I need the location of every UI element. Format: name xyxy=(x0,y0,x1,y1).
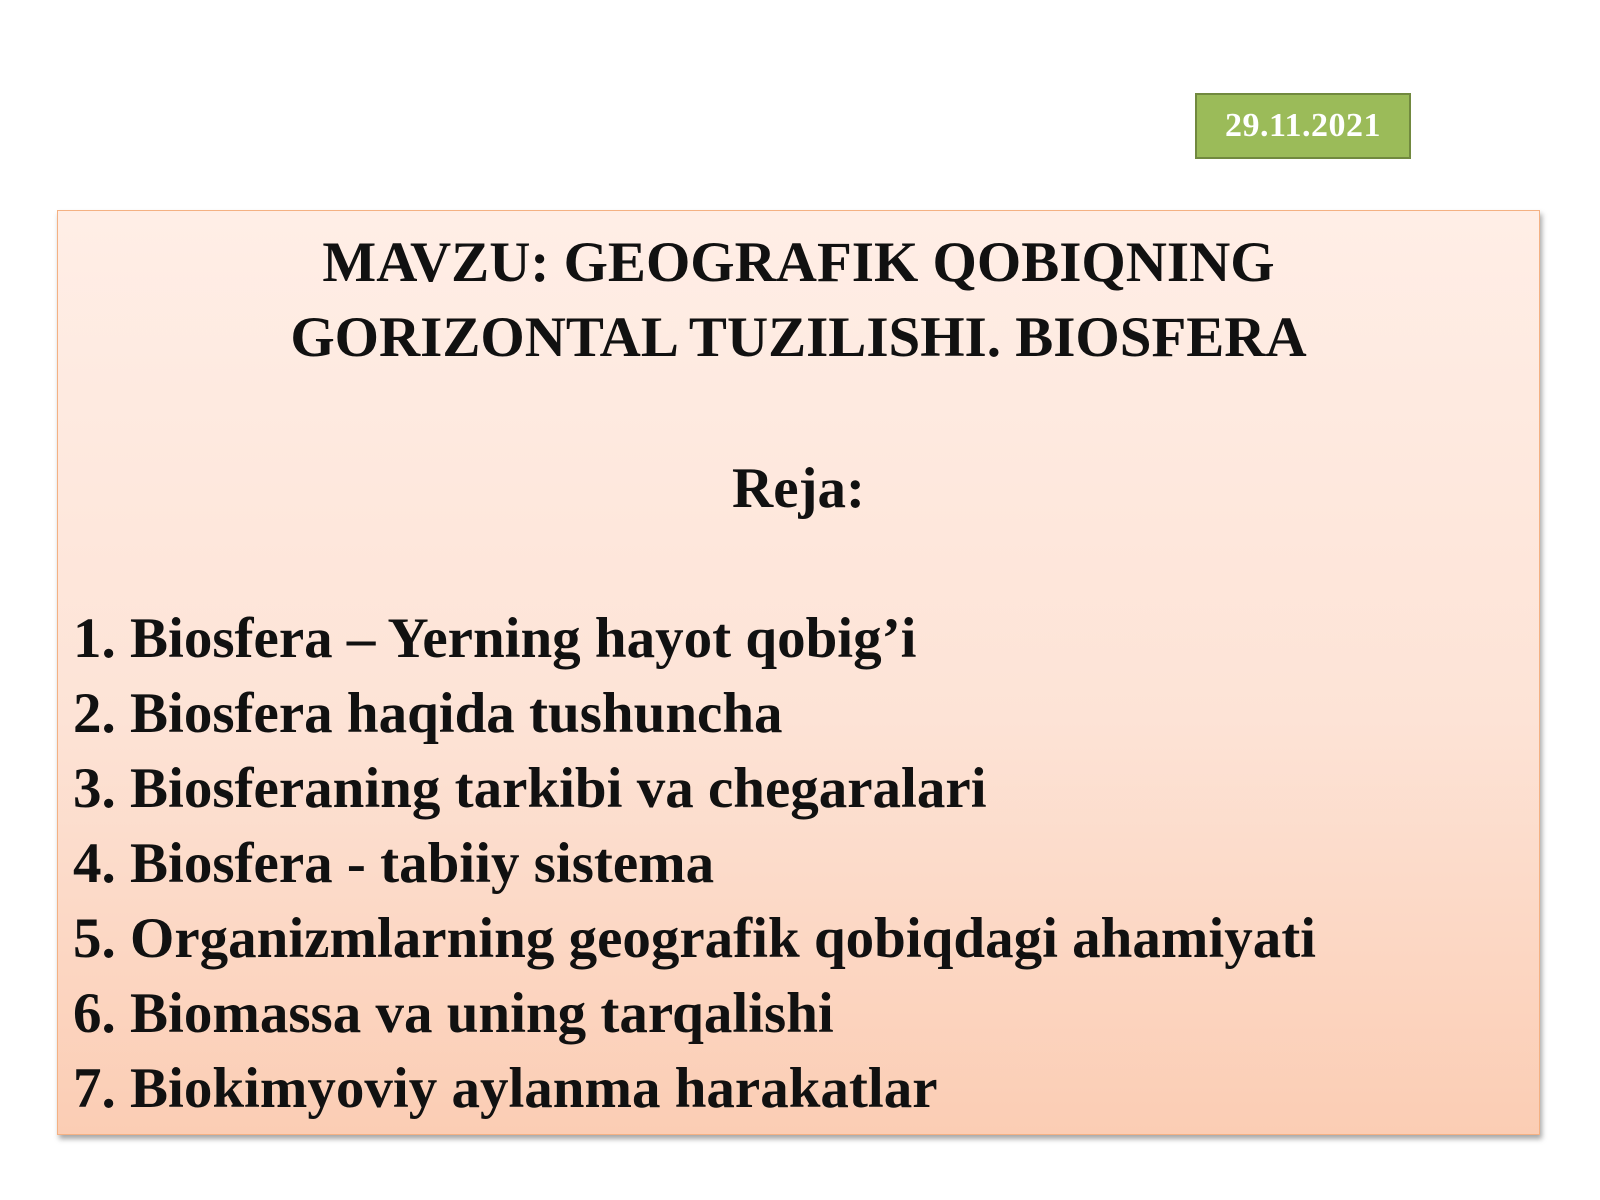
title-line-2: GORIZONTAL TUZILISHI. BIOSFERA xyxy=(290,306,1307,369)
plan-list xyxy=(73,601,1316,1126)
plan-item-5: 5. Organizmlarning geografik qobiqdagi ahamiyati xyxy=(73,907,1317,970)
plan-item-6: 6. Biomassa va uning tarqalishi xyxy=(73,982,834,1045)
title-line-1: MAVZU: GEOGRAFIK QOBIQNING xyxy=(322,231,1275,294)
content-box xyxy=(57,210,1540,1135)
plan-item-2: 2. Biosfera haqida tushuncha xyxy=(73,682,783,745)
plan-heading: Reja: xyxy=(732,457,865,520)
plan-item-1: 1. Biosfera – Yerning hayot qobig’i xyxy=(73,607,917,670)
slide-title xyxy=(58,225,1539,375)
plan-item-7: 7. Biokimyoviy aylanma harakatlar xyxy=(73,1057,938,1120)
plan-item-3: 3. Biosferaning tarkibi va chegaralari xyxy=(73,757,987,820)
date-badge: 29.11.2021 xyxy=(1195,93,1411,159)
plan-item-4: 4. Biosfera - tabiiy sistema xyxy=(73,832,715,895)
